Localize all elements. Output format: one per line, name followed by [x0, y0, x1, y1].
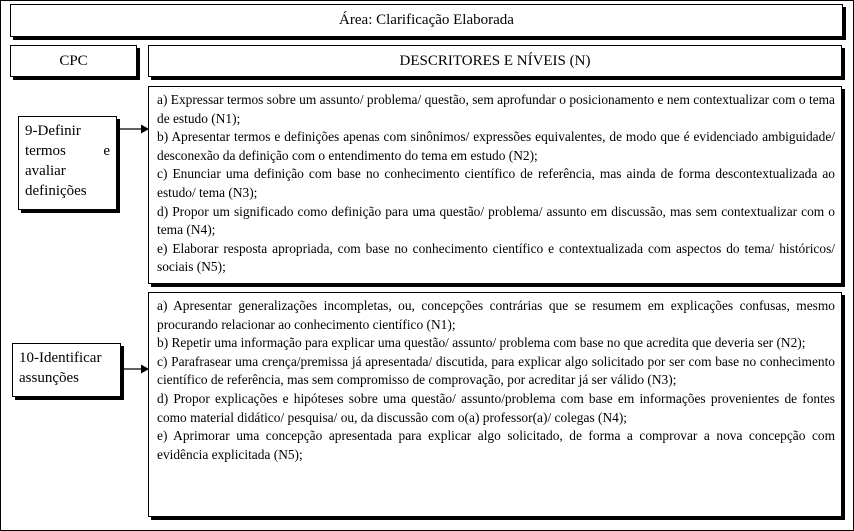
cpc-label-9	[18, 116, 117, 210]
descriptor-item: c) Enunciar uma definição com base no conhecimento científico de referência, mas ainda de forma descontextualizada ao estudo/ tema (N3);	[157, 166, 835, 200]
cpc-header	[10, 45, 137, 77]
cpc-label-line: 10-Identificar	[19, 350, 102, 366]
descriptor-item: e) Aprimorar uma concepção apresentada para explicar algo solicitado, de forma a comprovar a nova concepção com evidência explicitada (N5);	[157, 428, 835, 462]
descriptor-box-10	[148, 292, 842, 517]
descriptor-box-9	[148, 86, 842, 284]
descriptors-header	[148, 45, 842, 77]
descriptors-header-text: DESCRITORES E NÍVEIS (N)	[399, 52, 591, 69]
arrow-right-icon	[122, 363, 150, 375]
descriptor-item: d) Propor explicações e hipóteses sobre uma questão/ assunto/problema com base em informações provenientes de fontes como material didático/ pesquisa/ ou, da discussão com o(a) professor(a)/ colegas (N4);	[157, 390, 835, 425]
area-title	[10, 4, 843, 37]
descriptor-item: c) Parafrasear uma crença/premissa já apresentada/ discutida, para explicar algo solicitado por ser com base no conhecimento científico de referência, mas sem compromisso de comprovação, por acreditar já ser válido (N3);	[157, 353, 835, 388]
descriptor-item: d) Propor um significado como definição para uma questão/ problema/ assunto em discussão, mas sem contextualizar com o tema (N4);	[157, 203, 835, 238]
area-title-text: Área: Clarificação Elaborada	[339, 12, 514, 28]
descriptor-item: e) Elaborar resposta apropriada, com base no conhecimento científico e contextualizada com aspectos do tema/ históricos/ sociais (N5);	[157, 240, 835, 275]
cpc-header-text: CPC	[59, 52, 88, 69]
cpc-label-line: assunções	[19, 370, 79, 386]
arrow-right-icon	[118, 123, 150, 135]
descriptor-item: b) Repetir uma informação para explicar uma questão/ assunto/ problema com base no que acredita que deveria ser (N2);	[157, 335, 806, 351]
cpc-label-10	[12, 343, 121, 397]
descriptor-item: a) Expressar termos sobre um assunto/ problema/ questão, sem aprofundar o posicionamento e nem contextualizar com o tema de estudo (N1);	[157, 92, 835, 126]
descriptor-item: a) Apresentar generalizações incompletas, ou, concepções contrárias que se resumem em explicações confusas, mesmo procurando relacionar ao conhecimento científico (N1);	[157, 298, 835, 332]
cpc-label-line: definições	[25, 183, 87, 199]
descriptor-item: b) Apresentar termos e definições apenas com sinônimos/ expressões equivalentes, de modo que é evidenciado ambiguidade/ desconexão da definição com o entendimento do tema em estudo (N2);	[157, 129, 835, 163]
cpc-label-line: avaliar	[25, 163, 66, 179]
cpc-label-line: 9-Definir	[25, 123, 81, 139]
cpc-label-line: termos e	[25, 143, 110, 159]
